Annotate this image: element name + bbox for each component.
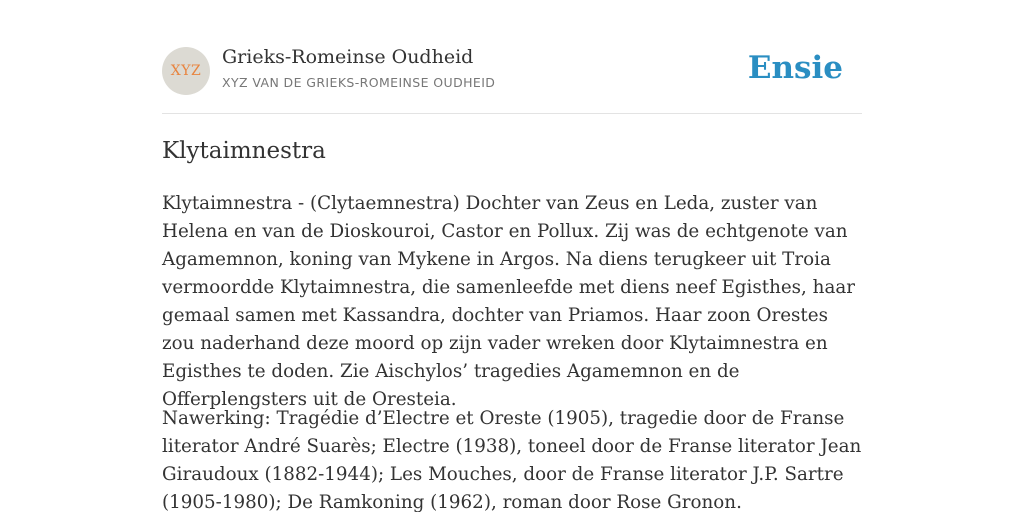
avatar[interactable] [162,47,210,95]
article-title: Klytaimnestra [162,138,326,164]
content-container [162,0,862,512]
article-paragraph: Klytaimnestra - (Clytaemnestra) Dochter van Zeus en Leda, zuster van Helena en van de Dioskouroi, Castor en Pollux. Zij was de echtgenote van Agamemnon, koning van Mykene in Argos. Na diens terugkeer uit Troia vermoordde Klytaimnestra, die samenleefde met diens neef Egisthes, haar gemaal samen met Kassandra, dochter van Priamos. Haar zoon Orestes zou naderhand deze moord op zijn vader wreken door Klytaimnestra en Egisthes te doden. Zie Aischylos’ tragedies Agamemnon en de Offerplengsters uit de Oresteia. [162,193,855,410]
site-title[interactable]: Grieks-Romeinse Oudheid [222,46,474,68]
site-subtitle: XYZ VAN DE GRIEKS-ROMEINSE OUDHEID [222,75,496,90]
article-paragraph: Nawerking: Tragédie d’Electre et Oreste (1905), tragedie door de Franse literator André Suarès; Electre (1938), toneel door de Franse literator Jean Giraudoux (1882-1944); Les Mouches, door de Franse literator J.P. Sartre (1905-1980); De Ramkoning (1962), roman door Rose Gronon. [162,408,862,512]
brand-logo-link[interactable]: Ensie [747,50,843,86]
avatar-text: XYZ [170,63,202,79]
site-header [162,0,862,114]
